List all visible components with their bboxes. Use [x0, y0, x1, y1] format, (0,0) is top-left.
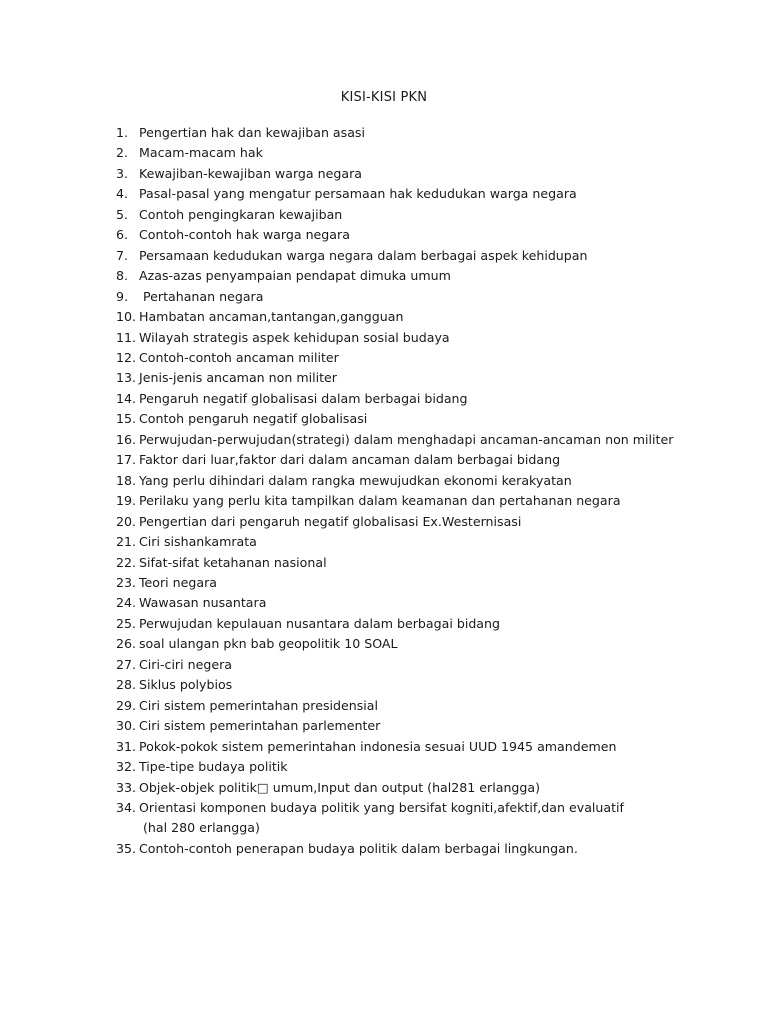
list-item — [116, 593, 756, 613]
list-item-text — [139, 675, 756, 695]
list-item — [116, 430, 756, 450]
list-item-text-line: Contoh-contoh hak warga negara — [139, 227, 350, 243]
list-item — [116, 614, 756, 634]
list-item — [116, 266, 756, 286]
list-item-number: 6. — [116, 227, 129, 243]
list-item-text — [139, 184, 756, 204]
list-item-text — [139, 614, 756, 634]
list-item — [116, 143, 756, 163]
list-item — [116, 328, 756, 348]
list-item-text-line: Pertahanan negara — [139, 288, 264, 304]
list-item-text — [139, 839, 756, 859]
list-item-text-line: Pengertian hak dan kewajiban asasi — [139, 125, 365, 140]
list-item-text — [139, 123, 756, 143]
list-item-text — [139, 778, 756, 798]
list-item — [116, 696, 756, 716]
list-item-text-line: Contoh-contoh penerapan budaya politik dalam berbagai lingkungan. — [139, 840, 578, 856]
list-item-text-line: Contoh pengingkaran kewajiban — [139, 206, 343, 222]
list-item-text — [139, 737, 756, 757]
list-item — [116, 573, 756, 593]
list-item-number: 4. — [116, 186, 129, 202]
list-item — [116, 757, 756, 777]
list-item-text — [139, 798, 756, 839]
list-item-number: 32. — [116, 759, 137, 775]
list-item-text-line: soal ulangan pkn bab geopolitik 10 SOAL — [139, 636, 398, 652]
list-item-text — [139, 553, 756, 573]
list-item-text — [139, 491, 756, 511]
list-item-text-line: Siklus polybios — [139, 677, 233, 693]
list-item-number: 30. — [116, 718, 137, 734]
list-item-text — [139, 757, 756, 777]
list-item — [116, 246, 756, 266]
list-item-number: 33. — [116, 779, 137, 795]
list-item — [116, 532, 756, 552]
list-item-text — [139, 348, 756, 368]
list-item — [116, 655, 756, 675]
list-item — [116, 287, 756, 307]
list-item-text-line: Ciri sistem pemerintahan parlementer — [139, 718, 381, 734]
list-item-number: 24. — [116, 595, 137, 611]
list-item — [116, 634, 756, 654]
list-item-text — [139, 389, 756, 409]
list-item-text-line: Persamaan kedudukan warga negara dalam berbagai aspek kehidupan — [139, 247, 588, 263]
list-item-number: 28. — [116, 677, 137, 693]
list-item-text-line: Pokok-pokok sistem pemerintahan indonesia sesuai UUD 1945 amandemen — [139, 738, 617, 754]
list-item-text-line: Objek-objek politik□ umum,Input dan output (hal281 erlangga) — [139, 779, 541, 795]
list-item-text — [139, 205, 756, 225]
list-item-number: 23. — [116, 574, 137, 590]
list-item-text-line: Faktor dari luar,faktor dari dalam ancaman dalam berbagai bidang — [139, 452, 561, 468]
list-item-number: 14. — [116, 390, 137, 406]
list-item — [116, 798, 756, 839]
list-item-number: 1. — [116, 125, 129, 140]
list-item-number: 5. — [116, 206, 129, 222]
list-item-text-line: Contoh pengaruh negatif globalisasi — [139, 411, 368, 427]
list-item-text-line: Kewajiban-kewajiban warga negara — [139, 165, 362, 181]
list-item — [116, 716, 756, 736]
list-item — [116, 553, 756, 573]
list-item-number: 18. — [116, 472, 137, 488]
list-item-text-line: Tipe-tipe budaya politik — [139, 759, 288, 775]
list-item-text — [139, 409, 756, 429]
list-item — [116, 307, 756, 327]
list-item-number: 20. — [116, 513, 137, 529]
list-item — [116, 471, 756, 491]
list-item-text-line: Perwujudan kepulauan nusantara dalam berbagai bidang — [139, 615, 500, 631]
list-item-number: 17. — [116, 452, 137, 468]
list-item — [116, 737, 756, 757]
list-item-number: 7. — [116, 247, 129, 263]
list-item-number: 35. — [116, 840, 137, 856]
list-item — [116, 348, 756, 368]
list-item-text-line: Wilayah strategis aspek kehidupan sosial budaya — [139, 329, 450, 345]
list-item-text — [139, 471, 756, 491]
list-item-text-line: Hambatan ancaman,tantangan,gangguan — [139, 309, 404, 325]
list-item-text — [139, 266, 756, 286]
list-item-number: 11. — [116, 329, 137, 345]
list-item-text-line: Macam-macam hak — [139, 145, 263, 161]
list-item-text-line: Sifat-sifat ketahanan nasional — [139, 554, 327, 570]
topic-list — [116, 123, 756, 859]
list-item-text — [139, 246, 756, 266]
list-item-number: 13. — [116, 370, 137, 386]
list-item — [116, 123, 756, 143]
list-item-number: 31. — [116, 738, 137, 754]
list-item-text-line: Perwujudan-perwujudan(strategi) dalam menghadapi ancaman-ancaman non militer — [139, 431, 674, 447]
list-item-text — [139, 634, 756, 654]
list-item-text-line: Contoh-contoh ancaman militer — [139, 349, 339, 365]
list-item — [116, 225, 756, 245]
list-item-number: 15. — [116, 411, 137, 427]
list-item-text-line: Teori negara — [139, 574, 218, 590]
list-item-number: 16. — [116, 431, 137, 447]
list-item-text — [139, 716, 756, 736]
list-item — [116, 839, 756, 859]
list-item — [116, 512, 756, 532]
list-item-text-line: Yang perlu dihindari dalam rangka mewujudkan ekonomi kerakyatan — [139, 472, 572, 488]
list-item-text — [139, 368, 756, 388]
list-item — [116, 389, 756, 409]
list-item-number: 29. — [116, 697, 137, 713]
list-item-number: 34. — [116, 799, 137, 815]
list-item-text-line: Perilaku yang perlu kita tampilkan dalam keamanan dan pertahanan negara — [139, 493, 621, 509]
list-item-text — [139, 450, 756, 470]
list-item-text — [139, 573, 756, 593]
list-item-number: 3. — [116, 165, 129, 181]
list-item-text-line: Pasal-pasal yang mengatur persamaan hak kedudukan warga negara — [139, 186, 577, 202]
list-item-text-line: Pengertian dari pengaruh negatif globalisasi Ex.Westernisasi — [139, 513, 522, 529]
list-item-text-line: Jenis-jenis ancaman non militer — [139, 370, 337, 386]
list-item — [116, 778, 756, 798]
list-item-text — [139, 307, 756, 327]
list-item-text — [139, 512, 756, 532]
list-item — [116, 205, 756, 225]
list-item-number: 9. — [116, 288, 129, 304]
list-item-continuation: (hal 280 erlangga) — [143, 820, 260, 836]
list-item-text-line: Ciri-ciri negera — [139, 656, 232, 672]
list-item-number: 8. — [116, 268, 129, 284]
list-item-number: 22. — [116, 554, 137, 570]
list-item — [116, 491, 756, 511]
list-item-text — [139, 430, 756, 450]
list-item-text — [139, 593, 756, 613]
list-item — [116, 164, 756, 184]
list-item — [116, 368, 756, 388]
list-item-text — [139, 532, 756, 552]
list-item-text — [139, 696, 756, 716]
list-item-number: 26. — [116, 636, 137, 652]
list-item-text — [139, 164, 756, 184]
list-item-text-line: Azas-azas penyampaian pendapat dimuka umum — [139, 268, 451, 284]
list-item-text — [139, 143, 756, 163]
list-item-number: 21. — [116, 534, 137, 550]
list-item-number: 19. — [116, 493, 137, 509]
list-item-text-line: Ciri sistem pemerintahan presidensial — [139, 697, 379, 713]
list-item-number: 2. — [116, 145, 129, 161]
list-item-text — [139, 655, 756, 675]
list-item — [116, 450, 756, 470]
list-item-text-line: Ciri sishankamrata — [139, 534, 257, 550]
list-item-text — [139, 328, 756, 348]
list-item-number: 27. — [116, 656, 137, 672]
list-item-text-line: Orientasi komponen budaya politik yang bersifat kogniti,afektif,dan evaluatif — [139, 799, 624, 815]
list-item-text-line: Pengaruh negatif globalisasi dalam berbagai bidang — [139, 390, 468, 406]
list-item-text — [139, 225, 756, 245]
list-item-text-line: Wawasan nusantara — [139, 595, 267, 611]
document-title: KISI-KISI PKN — [340, 90, 428, 105]
list-item-number: 25. — [116, 615, 137, 631]
list-item — [116, 184, 756, 204]
list-item — [116, 675, 756, 695]
list-item — [116, 409, 756, 429]
list-item-text — [139, 287, 756, 307]
list-item-number: 12. — [116, 349, 137, 365]
list-item-number: 10. — [116, 309, 137, 325]
